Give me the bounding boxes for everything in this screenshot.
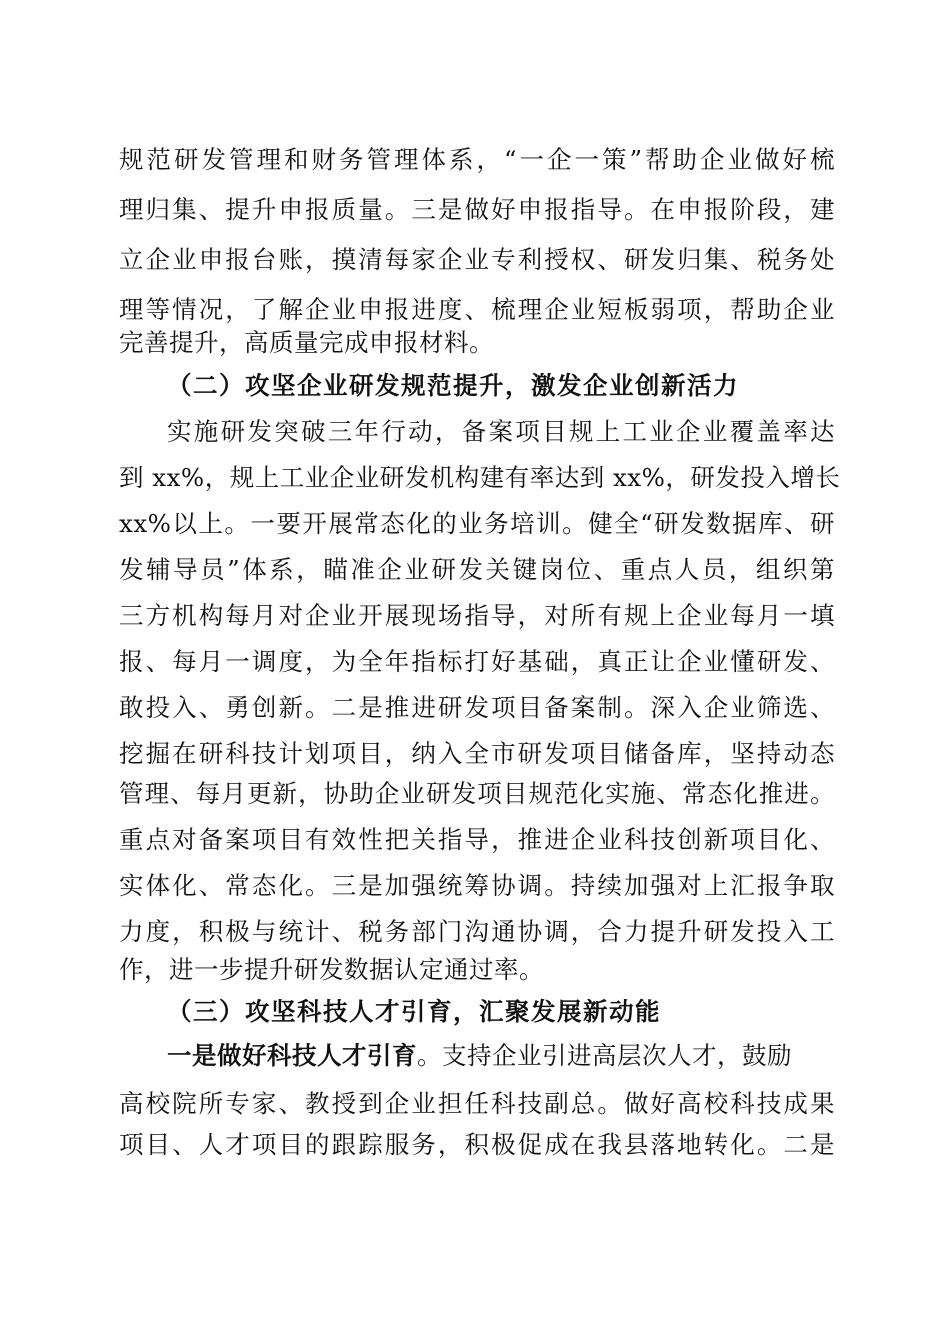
paragraph-2-line-6: 报、每月一调度，为全年指标打好基础，真正让企业懂研发、	[119, 647, 835, 676]
paragraph-2-line-5: 三方机构每月对企业开展现场指导，对所有规上企业每月一填	[119, 601, 835, 630]
section-heading-3: （三）攻坚科技人才引育，汇聚发展新动能	[167, 997, 661, 1026]
paragraph-2-line-12: 力度，积极与统计、税务部门沟通协调，合力提升研发投入工	[119, 917, 835, 946]
paragraph-3-line-3: 项目、人才项目的跟踪服务，积极促成在我县落地转化。二是	[119, 1130, 835, 1159]
paragraph-2-line-11: 实体化、常态化。三是加强统筹协调。持续加强对上汇报争取	[119, 871, 835, 900]
paragraph-1-line-2: 理归集、提升申报质量。三是做好申报指导。在申报阶段，建	[119, 195, 835, 224]
paragraph-3-line-2: 高校院所专家、教授到企业担任科技副总。做好高校科技成果	[119, 1089, 835, 1118]
paragraph-2-line-8: 挖掘在研科技计划项目，纳入全市研发项目储备库，坚持动态	[119, 739, 835, 768]
paragraph-1-line-5: 完善提升，高质量完成申报材料。	[119, 328, 494, 357]
paragraph-1-line-1: 规范研发管理和财务管理体系，“一企一策”帮助企业做好梳	[119, 145, 835, 174]
paragraph-2-line-13: 作，进一步提升研发数据认定通过率。	[119, 955, 544, 984]
paragraph-3-line-1-rest: 。支持企业引进高层次人才，鼓励	[417, 1041, 792, 1070]
paragraph-3-lead: 一是做好科技人才引育	[167, 1041, 417, 1070]
paragraph-2-line-4: 发辅导员”体系，瞄准企业研发关键岗位、重点人员，组织第	[119, 555, 835, 584]
paragraph-3-line-1	[167, 1036, 835, 1076]
paragraph-2-line-1: 实施研发突破三年行动，备案项目规上工业企业覆盖率达	[167, 417, 835, 446]
paragraph-2-line-9: 管理、每月更新，协助企业研发项目规范化实施、常态化推进。	[119, 779, 835, 808]
paragraph-2-line-7: 敢投入、勇创新。二是推进研发项目备案制。深入企业筛选、	[119, 693, 835, 722]
paragraph-2-line-10: 重点对备案项目有效性把关指导，推进企业科技创新项目化、	[119, 825, 835, 854]
paragraph-2-line-2: 到 xx%，规上工业企业研发机构建有率达到 xx%，研发投入增长	[119, 463, 841, 492]
paragraph-1-line-3: 立企业申报台账，摸清每家企业专利授权、研发归集、税务处	[119, 245, 835, 274]
section-heading-2: （二）攻坚企业研发规范提升，激发企业创新活力	[167, 371, 739, 400]
paragraph-2-line-3: xx%以上。一要开展常态化的业务培训。健全“研发数据库、研	[119, 509, 835, 538]
paragraph-1-line-4: 理等情况，了解企业申报进度、梳理企业短板弱项，帮助企业	[119, 295, 835, 324]
